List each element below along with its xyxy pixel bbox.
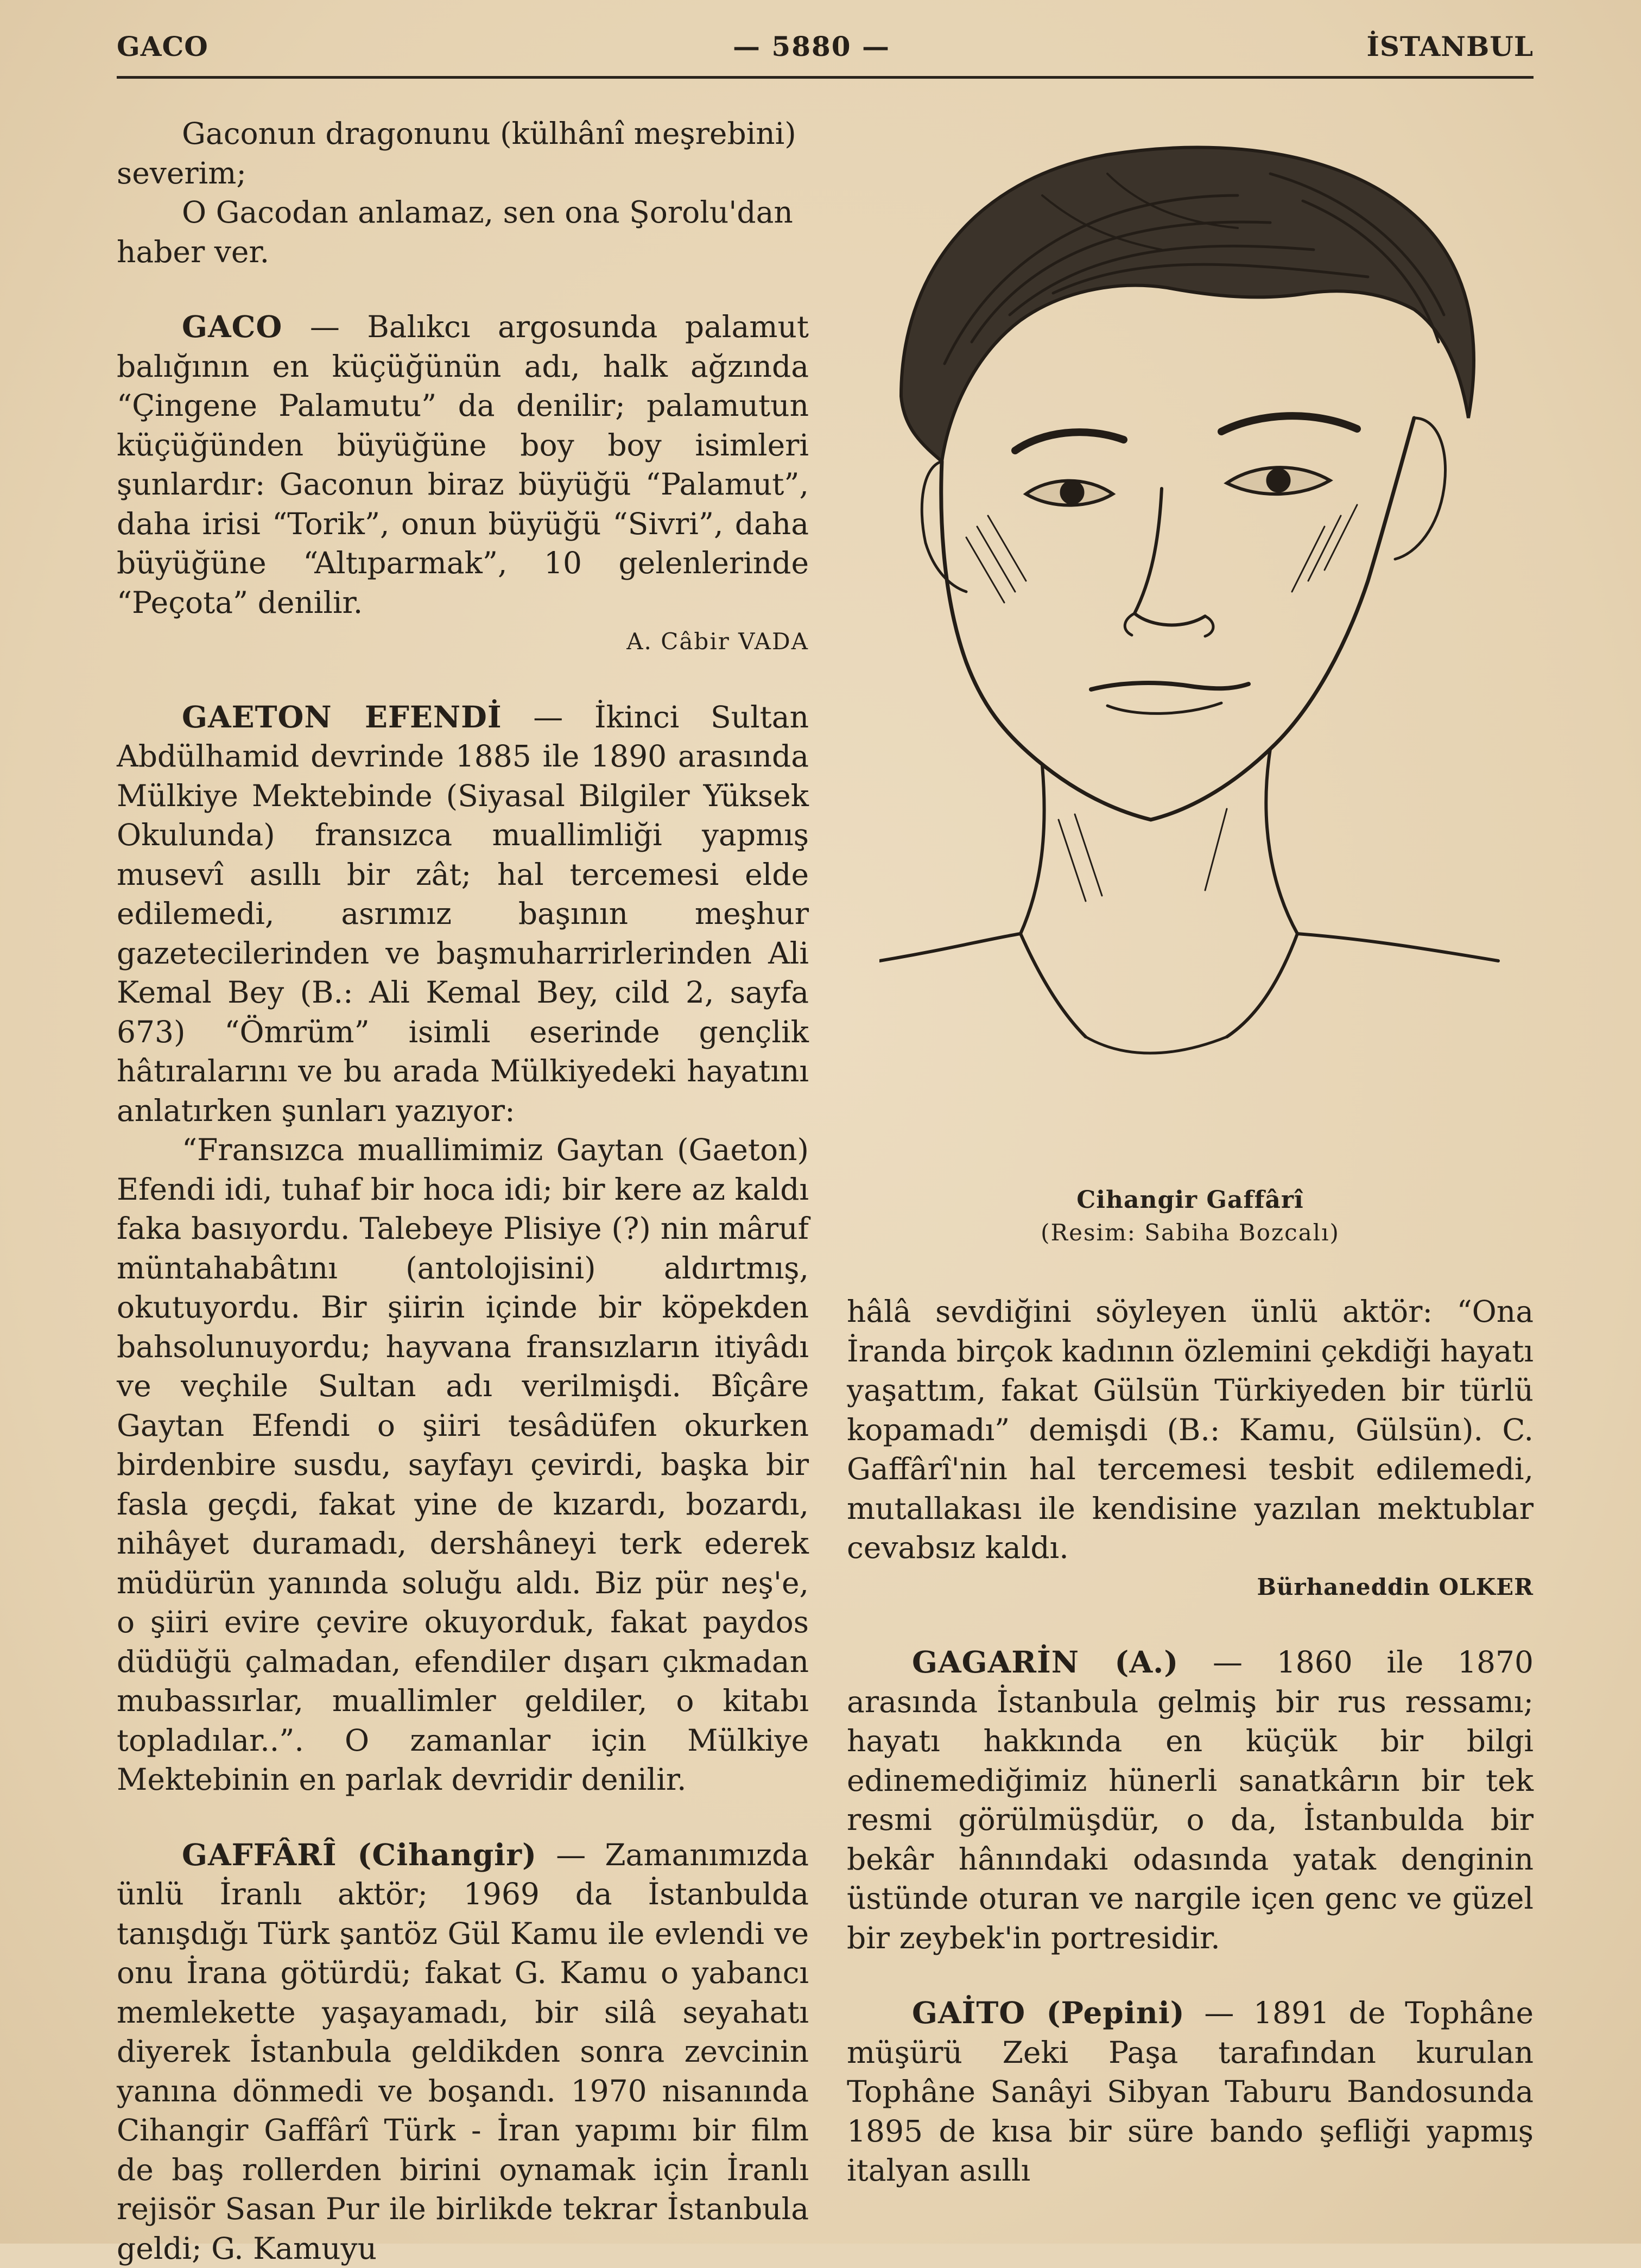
figure-caption [847, 1186, 1534, 1246]
entry-gaito [847, 1993, 1534, 2190]
portrait-figure [879, 114, 1509, 1145]
header-rule [117, 76, 1534, 79]
entry-quote: “Fransızca muallimimiz Gaytan (Gaeton) Efendi idi, tuhaf bir hoca idi; bir kere az kaldı faka basıyordu. Talebeye Plisiye (?) nin mâruf müntahabâtını (antolojisini) aldırtmış, okutuyordu. Bir şiirin içinde bir köpekden bahsolunuyordu; hayvana fransızların itiyâdı ve veçhile Sultan adı verilmişdi. Bîçâre Gaytan Efendi o şiiri tesâdüfen okurken birdenbire susdu, sayfayı çevirdi, başka bir fasla geçdi, fakat yine de kızardı, bozardı, nihâyet duramadı, dershâneyi terk ederek müdürün yanında soluğu aldı. Biz pür neş'e, o şiiri evire çevire okuyorduk, fakat paydos düdüğü çalmadan, efendiler dışarı çıkmadan mubassırlar, muallimler geldiler, o kitabı topladılar..”. O zamanlar için Mülkiye Mektebinin en parlak devridir denilir. [117, 1130, 809, 1800]
entry-headword: GAETON EFENDİ [182, 699, 502, 734]
entry-gaeton [117, 698, 809, 1131]
verse-block [117, 114, 809, 271]
entry-author: A. Câbir VADA [117, 622, 809, 662]
caption-credit: (Resim: Sabiha Bozcalı) [847, 1219, 1534, 1246]
verse-line: severim; [117, 154, 809, 193]
verse-line: Gaconun dragonunu (külhânî meşrebini) [117, 114, 809, 154]
verse-line: O Gacodan anlamaz, sen ona Şorolu'dan [117, 193, 809, 232]
page-number: — 5880 — [733, 30, 890, 62]
entry-gaffari [117, 1835, 809, 2268]
entry-headword: GAFFÂRÎ (Cihangir) [182, 1837, 537, 1872]
entry-text: — 1891 de Tophâne müşürü Zeki Paşa tarafından kurulan Tophâne Sanâyi Sibyan Taburu Bandosunda 1895 de kısa bir süre bando şefliği yapmış italyan asıllı [847, 1995, 1534, 2188]
caption-name: Cihangir Gaffârî [847, 1186, 1534, 1214]
header-right-title: İSTANBUL [1367, 30, 1534, 62]
entry-text: — Balıkcı argosunda palamut balığının en küçüğünün adı, halk ağzında “Çingene Palamutu” da denilir; palamutun küçüğünden büyüğüne boy boy isimleri şunlardır: Gaconun biraz büyüğü “Palamut”, daha irisi “Torik”, onun büyüğü “Sivri”, daha büyüğüne “Altıparmak”, 10 gelenlerinde “Peçota” denilir. [117, 309, 809, 620]
portrait-sketch-icon [879, 114, 1509, 1145]
entry-text: — Zamanımızda ünlü İranlı aktör; 1969 da İstanbulda tanışdığı Türk şantöz Gül Kamu ile evlendi ve onu İrana götürdü; fakat G. Kamu o yabancı memlekette yaşayamadı, bir silâ seyahatı diyerek İstanbula geldikden sonra zevcinin yanına dönmedi ve boşandı. 1970 nisanında Cihangir Gaffârî Türk - İran yapımı bir film de baş rollerden birini oynamak için İranlı rejisör Sasan Pur ile birlikde tekrar İstanbula geldi; G. Kamuyu [117, 1838, 809, 2266]
entry-gagarin [847, 1643, 1534, 1957]
entry-gaffari-continued: hâlâ sevdiğini söyleyen ünlü aktör: “Ona İranda birçok kadının özlemini çekdiği hayatı yaşattım, fakat Gülsün Türkiyeden bir türlü kopamadı” demişdi (B.: Kamu, Gülsün). C. Gaffârî'nin hal tercemesi tesbit edilemedi, mutallakası ile kendisine yazılan mektublar cevabsız kaldı. [847, 1292, 1534, 1568]
running-header [117, 28, 1534, 72]
entry-headword: GAİTO (Pepini) [912, 1995, 1185, 2030]
entry-text: — İkinci Sultan Abdülhamid devrinde 1885 ile 1890 arasında Mülkiye Mektebinde (Siyasal Bilgiler Yüksek Okulunda) fransızca muallimliği yapmış musevî asıllı bir zât; hal tercemesi elde edilemedi, asrımız başının meşhur gazetecilerinden ve başmuharrirlerinden Ali Kemal Bey (B.: Ali Kemal Bey, cild 2, sayfa 673) “Ömrüm” isimli eserinde gençlik hâtıralarını ve bu arada Mülkiyedeki hayatını anlatırken şunları yazıyor: [117, 700, 809, 1128]
entry-headword: GAGARİN (A.) [912, 1644, 1179, 1680]
left-column [117, 114, 809, 2268]
verse-line: haber ver. [117, 232, 809, 272]
right-column [847, 1292, 1534, 2190]
entry-text: — 1860 ile 1870 arasında İstanbula gelmiş bir rus ressamı; hayatı hakkında en küçük bir bilgi edinemediğimiz hünerli sanatkârın bir tek resmi görülmüşdür, o da, İstanbulda bir bekâr hânındaki odasında yatak denginin üstünde oturan ve nargile içen genc ve güzel bir zeybek'in portresidir. [847, 1645, 1534, 1955]
entry-gaco [117, 307, 809, 622]
entry-headword: GACO [182, 309, 282, 344]
entry-author: Bürhaneddin OLKER [847, 1568, 1534, 1607]
header-left-entry: GACO [117, 30, 208, 62]
